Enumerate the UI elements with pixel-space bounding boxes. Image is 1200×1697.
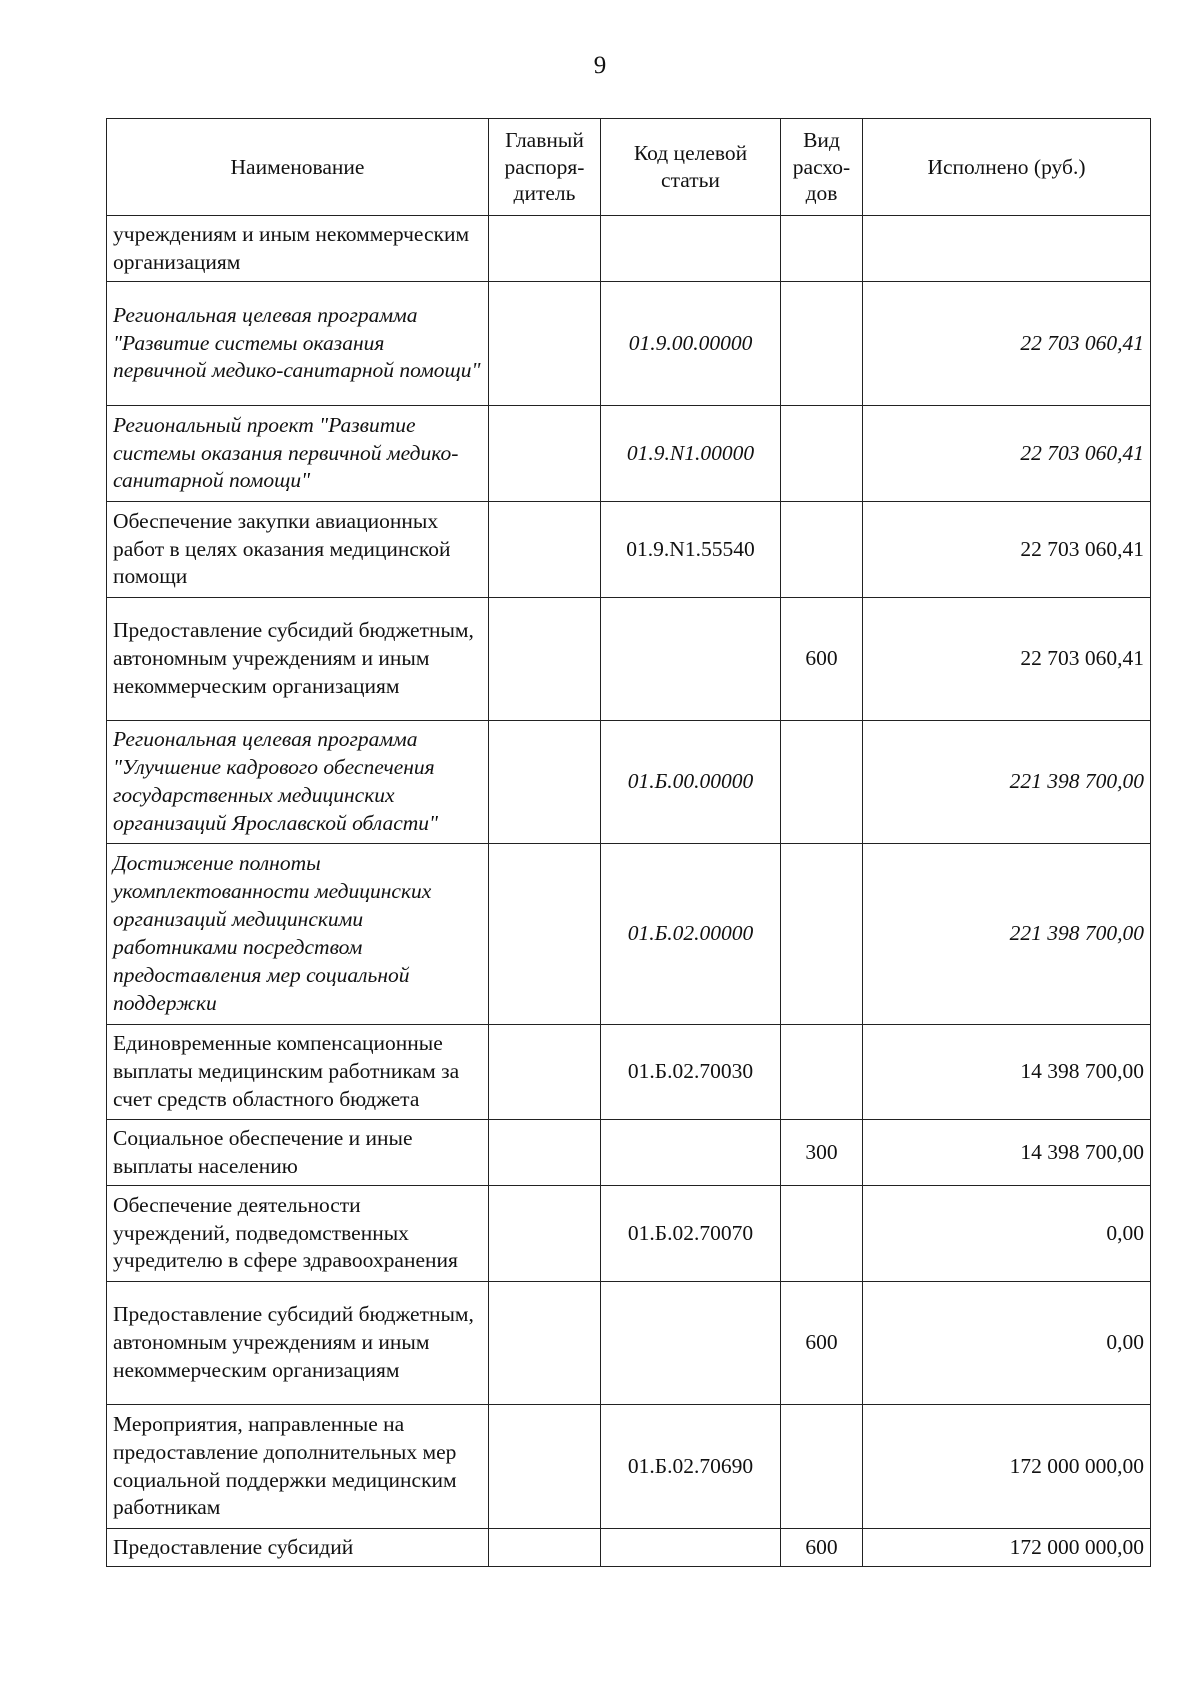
table-row	[107, 844, 1151, 1025]
row-manager	[489, 1120, 601, 1186]
row-code	[601, 1529, 781, 1567]
row-manager	[489, 598, 601, 721]
row-code: 01.9.N1.55540	[601, 502, 781, 598]
row-amount: 22 703 060,41	[863, 282, 1151, 406]
row-code: 01.Б.02.00000	[601, 844, 781, 1025]
row-type	[781, 1405, 863, 1529]
row-manager	[489, 1282, 601, 1405]
row-manager	[489, 216, 601, 282]
row-amount: 0,00	[863, 1282, 1151, 1405]
row-type	[781, 282, 863, 406]
table-row	[107, 282, 1151, 406]
row-amount: 0,00	[863, 1186, 1151, 1282]
header-type: Вид расхо-дов	[781, 119, 863, 216]
row-type: 600	[781, 598, 863, 721]
table-row	[107, 1282, 1151, 1405]
table-row	[107, 502, 1151, 598]
row-code	[601, 216, 781, 282]
row-type: 600	[781, 1529, 863, 1567]
row-amount: 14 398 700,00	[863, 1025, 1151, 1120]
row-type: 300	[781, 1120, 863, 1186]
row-type	[781, 216, 863, 282]
row-manager	[489, 844, 601, 1025]
table-row	[107, 406, 1151, 502]
row-type	[781, 721, 863, 844]
row-name: Достижение полноты укомплектованности медицинских организаций медицинскими работниками посредством предоставления мер социальной поддержки	[107, 844, 489, 1025]
row-manager	[489, 1405, 601, 1529]
header-manager: Главный распоря-дитель	[489, 119, 601, 216]
row-name: Предоставление субсидий	[107, 1529, 489, 1567]
row-amount: 172 000 000,00	[863, 1405, 1151, 1529]
row-amount: 22 703 060,41	[863, 502, 1151, 598]
table-row	[107, 1529, 1151, 1567]
row-name: Предоставление субсидий бюджетным, автономным учреждениям и иным некоммерческим организациям	[107, 598, 489, 721]
row-type: 600	[781, 1282, 863, 1405]
row-name: Единовременные компенсационные выплаты медицинским работникам за счет средств областного бюджета	[107, 1025, 489, 1120]
row-manager	[489, 1186, 601, 1282]
header-name: Наименование	[107, 119, 489, 216]
row-name: Предоставление субсидий бюджетным, автономным учреждениям и иным некоммерческим организациям	[107, 1282, 489, 1405]
table-row	[107, 216, 1151, 282]
row-amount: 22 703 060,41	[863, 406, 1151, 502]
row-amount: 221 398 700,00	[863, 721, 1151, 844]
table-row	[107, 1405, 1151, 1529]
row-name: Обеспечение деятельности учреждений, подведомственных учредителю в сфере здравоохранения	[107, 1186, 489, 1282]
header-code: Код целевой статьи	[601, 119, 781, 216]
table-row	[107, 721, 1151, 844]
row-manager	[489, 1025, 601, 1120]
row-manager	[489, 1529, 601, 1567]
row-code	[601, 598, 781, 721]
table-body	[107, 216, 1151, 1567]
row-type	[781, 502, 863, 598]
budget-table	[106, 118, 1151, 1567]
row-amount: 172 000 000,00	[863, 1529, 1151, 1567]
table-row	[107, 1186, 1151, 1282]
row-manager	[489, 282, 601, 406]
row-code: 01.Б.02.70030	[601, 1025, 781, 1120]
row-code: 01.Б.02.70690	[601, 1405, 781, 1529]
row-amount	[863, 216, 1151, 282]
row-code	[601, 1282, 781, 1405]
page-number: 9	[593, 52, 607, 79]
row-manager	[489, 721, 601, 844]
row-code: 01.9.N1.00000	[601, 406, 781, 502]
row-name: учреждениям и иным некоммерческим организациям	[107, 216, 489, 282]
row-name: Обеспечение закупки авиационных работ в целях оказания медицинской помощи	[107, 502, 489, 598]
row-amount: 221 398 700,00	[863, 844, 1151, 1025]
row-type	[781, 1186, 863, 1282]
row-amount: 14 398 700,00	[863, 1120, 1151, 1186]
row-code	[601, 1120, 781, 1186]
row-name: Региональная целевая программа "Улучшение кадрового обеспечения государственных медицинских организаций Ярославской области"	[107, 721, 489, 844]
row-code: 01.Б.00.00000	[601, 721, 781, 844]
table-row	[107, 1120, 1151, 1186]
header-amount: Исполнено (руб.)	[863, 119, 1151, 216]
table-header	[107, 119, 1151, 216]
row-code: 01.9.00.00000	[601, 282, 781, 406]
row-type	[781, 844, 863, 1025]
row-manager	[489, 406, 601, 502]
table-row	[107, 1025, 1151, 1120]
row-name: Мероприятия, направленные на предоставление дополнительных мер социальной поддержки медицинским работникам	[107, 1405, 489, 1529]
row-name: Социальное обеспечение и иные выплаты населению	[107, 1120, 489, 1186]
row-amount: 22 703 060,41	[863, 598, 1151, 721]
row-type	[781, 1025, 863, 1120]
header-row	[107, 119, 1151, 216]
row-name: Региональный проект "Развитие системы оказания первичной медико-санитарной помощи"	[107, 406, 489, 502]
row-type	[781, 406, 863, 502]
row-name: Региональная целевая программа "Развитие системы оказания первичной медико-санитарной помощи"	[107, 282, 489, 406]
row-manager	[489, 502, 601, 598]
table-row	[107, 598, 1151, 721]
row-code: 01.Б.02.70070	[601, 1186, 781, 1282]
